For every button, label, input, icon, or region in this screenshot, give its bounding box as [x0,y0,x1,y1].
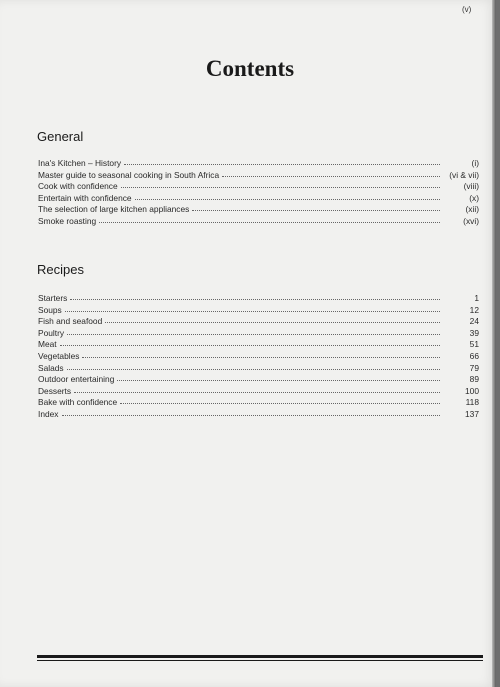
leader-dots [67,361,440,370]
toc-entry-page: 89 [469,374,479,385]
section-heading-recipes: Recipes [37,262,84,277]
toc-entry-page: (xvi) [463,215,479,226]
toc-entry-page: 66 [469,350,479,361]
toc-entry-page: (x) [469,192,479,203]
toc-entry[interactable] [38,408,479,420]
toc-entry-label: Poultry [38,327,65,338]
toc-entry-label: Outdoor entertaining [38,374,115,385]
leader-dots [62,407,441,416]
leader-dots [105,314,440,323]
leader-dots [65,303,440,312]
toc-entry-label: Smoke roasting [38,215,97,226]
toc-entry-page: (vi & vii) [449,169,479,180]
toc-entry-page: 79 [469,362,479,373]
toc-entry-page: 137 [465,408,479,419]
section-heading-general: General [37,129,84,144]
footer-rule-thin [37,660,483,661]
toc-entry-label: Desserts [38,385,72,396]
toc-entry-label: Meat [38,339,57,350]
toc-entry-label: Index [38,408,59,419]
toc-entry-label: Bake with confidence [38,397,118,408]
leader-dots [120,395,440,404]
toc-list-recipes [38,292,479,420]
toc-entry-label: Entertain with confidence [38,192,132,203]
leader-dots [74,384,440,393]
toc-entry-label: Cook with confidence [38,181,118,192]
footer-rule-thick [37,655,483,658]
toc-entry-page: 51 [469,339,479,350]
toc-entry-page: (xii) [465,204,479,215]
toc-entry-label: Master guide to seasonal cooking in South Africa [38,169,220,180]
toc-entry[interactable] [38,215,479,227]
page-title: Contents [205,56,295,81]
toc-entry-page: (viii) [463,181,479,192]
page-number: (v) [462,5,472,14]
toc-entry-page: 12 [469,304,479,315]
leader-dots [82,349,440,358]
toc-entry-label: The selection of large kitchen appliances [38,204,190,215]
page-spine-shadow [492,0,496,687]
toc-entry-label: Soups [38,304,62,315]
leader-dots [70,291,440,300]
toc-entry-label: Ina's Kitchen – History [38,158,122,168]
toc-list-general [38,157,479,227]
toc-entry-label: Salads [38,362,64,373]
leader-dots [60,337,440,346]
leader-dots [99,214,440,223]
toc-entry-label: Starters [38,293,68,303]
toc-entry-page: 100 [465,385,479,396]
leader-dots [117,372,440,381]
toc-entry-page: 1 [474,293,479,303]
leader-dots [67,326,440,335]
leader-dots [222,168,440,177]
toc-entry-page: 24 [469,316,479,327]
leader-dots [135,191,440,200]
leader-dots [124,156,440,165]
toc-entry-page: (i) [471,158,479,168]
toc-entry-label: Fish and seafood [38,316,103,327]
toc-entry-label: Vegetables [38,350,80,361]
leader-dots [192,202,440,211]
toc-entry-page: 39 [469,327,479,338]
leader-dots [121,179,440,188]
toc-entry-page: 118 [465,397,479,408]
